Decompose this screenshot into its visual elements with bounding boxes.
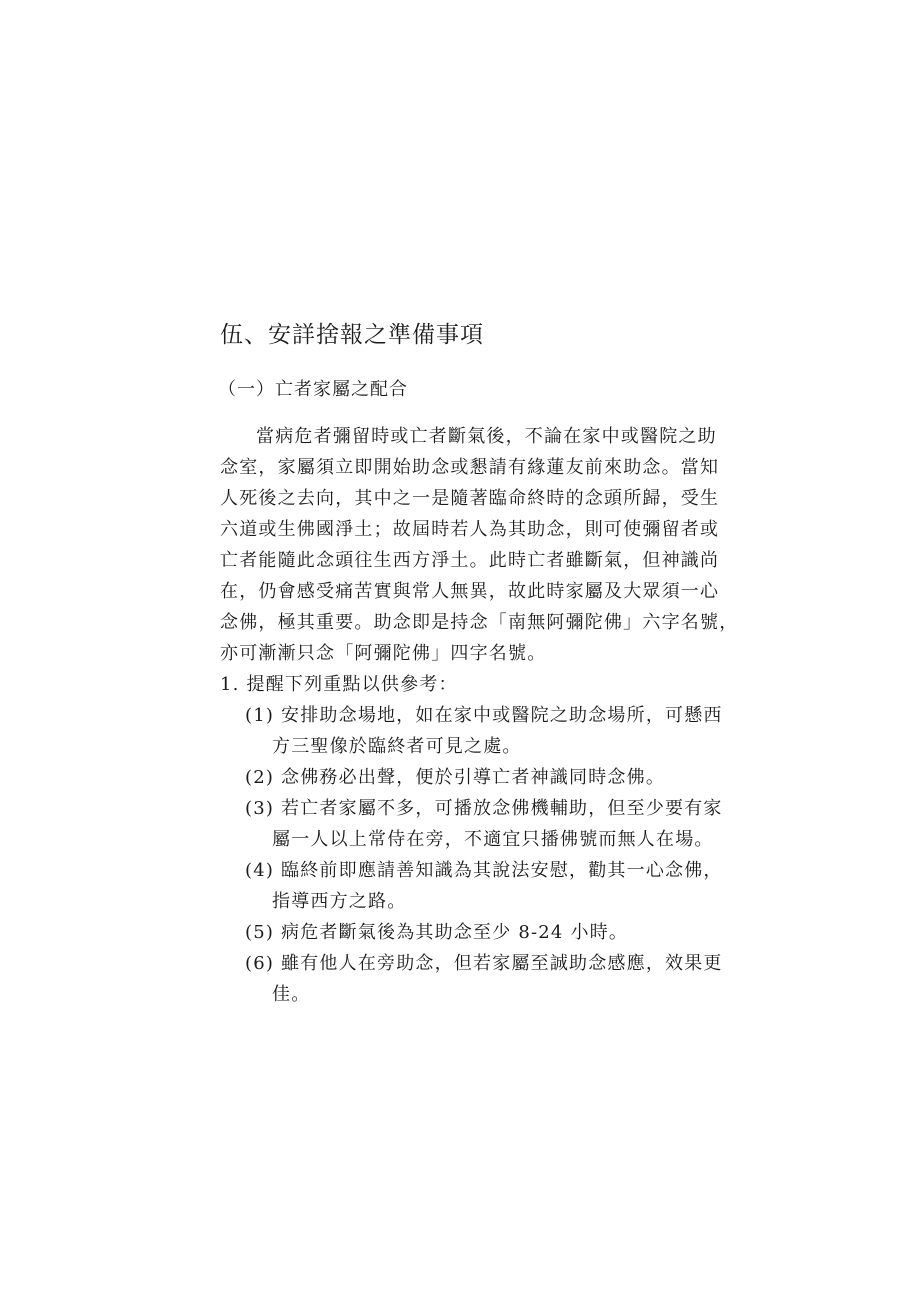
paragraph-line: 亡者能隨此念頭往生西方淨土。此時亡者雖斷氣，但神識尚 bbox=[220, 550, 720, 571]
list-item-line: (2) 念佛務必出聲，便於引導亡者神識同時念佛。 bbox=[245, 767, 666, 788]
paragraph-line: 六道或生佛國淨土；故屆時若人為其助念，則可使彌留者或 bbox=[220, 519, 720, 540]
paragraph-line: 在，仍會感受痛苦實與常人無異，故此時家屬及大眾須一心 bbox=[220, 581, 720, 602]
list-item-continuation: 指導西方之路。 bbox=[272, 891, 407, 912]
list-item-line: (5) 病危者斷氣後為其助念至少 8-24 小時。 bbox=[245, 922, 629, 943]
list-item-line: (4) 臨終前即應請善知識為其說法安慰，勸其一心念佛， bbox=[245, 860, 723, 881]
chapter-title: 伍、安詳捨報之準備事項 bbox=[220, 322, 484, 348]
list-item-line: (1) 安排助念場地，如在家中或醫院之助念場所，可懸西 bbox=[245, 705, 723, 726]
list-item-line: (3) 若亡者家屬不多，可播放念佛機輔助，但至少要有家 bbox=[245, 798, 723, 819]
paragraph-line: 念室，家屬須立即開始助念或懇請有緣蓮友前來助念。當知 bbox=[220, 457, 720, 478]
list-item-continuation: 佳。 bbox=[272, 984, 311, 1005]
list-item-continuation: 屬一人以上常侍在旁，不適宜只播佛號而無人在場。 bbox=[272, 829, 714, 850]
list-heading: 1. 提醒下列重點以供參考： bbox=[220, 674, 458, 695]
paragraph-line: 亦可漸漸只念「阿彌陀佛」四字名號。 bbox=[220, 643, 547, 664]
paragraph-line: 念佛，極其重要。助念即是持念「南無阿彌陀佛」六字名號， bbox=[220, 612, 739, 633]
section-title: （一）亡者家屬之配合 bbox=[218, 379, 408, 400]
paragraph-line: 當病危者彌留時或亡者斷氣後，不論在家中或醫院之助 bbox=[256, 426, 717, 447]
paragraph-line: 人死後之去向，其中之一是隨著臨命終時的念頭所歸，受生 bbox=[220, 488, 720, 509]
list-item-continuation: 方三聖像於臨終者可見之處。 bbox=[272, 736, 522, 757]
list-item-line: (6) 雖有他人在旁助念，但若家屬至誠助念感應，效果更 bbox=[245, 953, 723, 974]
